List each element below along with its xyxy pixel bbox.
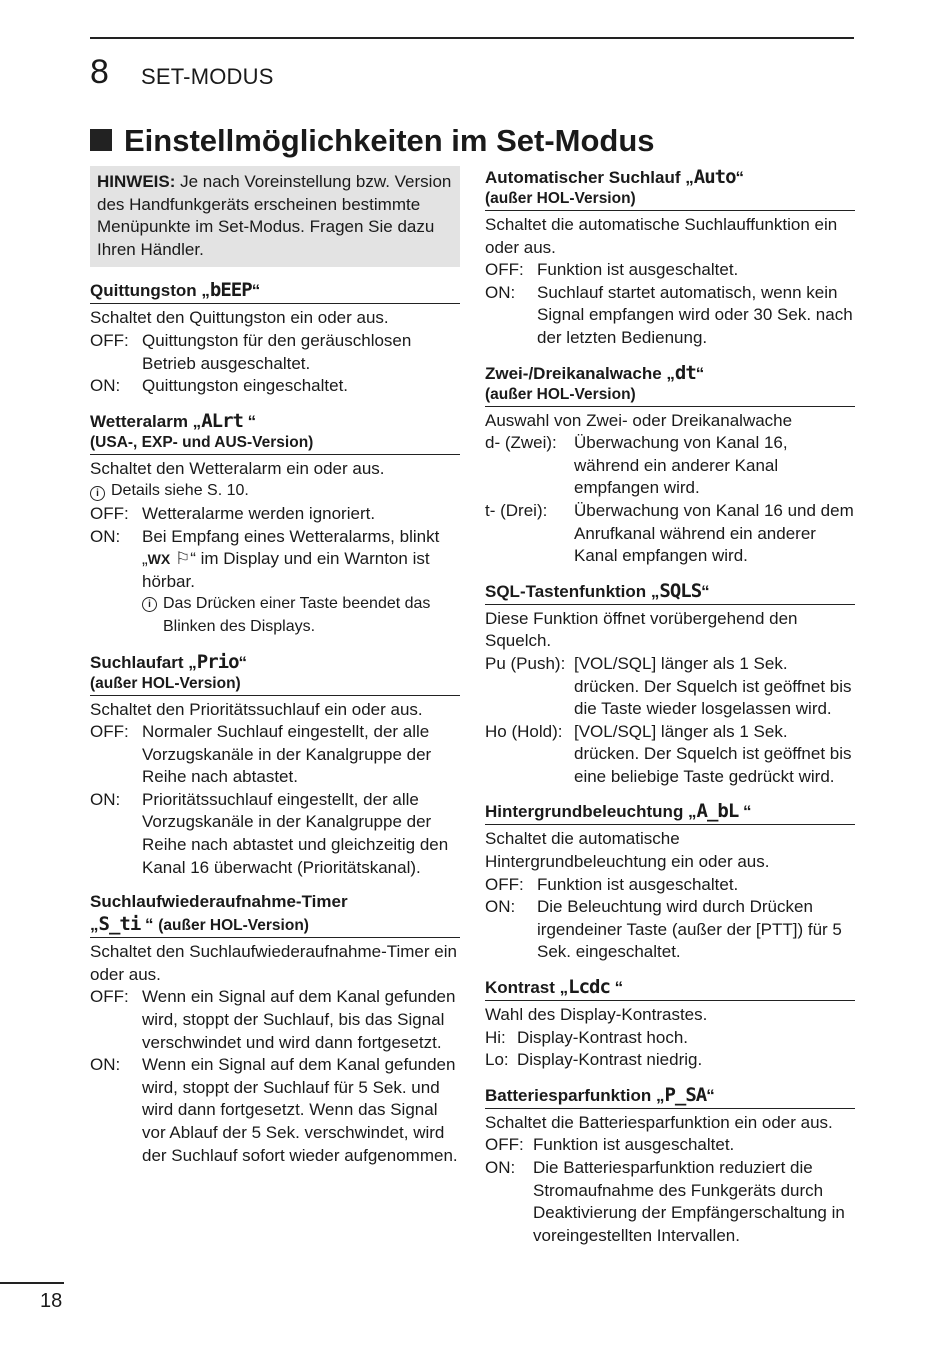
option-row: ON: Die Batteriesparfunktion reduziert die Stromaufnahme des Funkgeräts durch Deaktivierung der Empfängerschaltung in voreingestellten Intervallen. bbox=[485, 1158, 845, 1245]
section-abl bbox=[485, 800, 855, 964]
info-icon: i bbox=[90, 486, 105, 501]
weather-alarm-icon: ⚐ bbox=[174, 549, 191, 569]
option-row: OFF: Funktion ist ausgeschaltet. bbox=[485, 874, 739, 894]
lcd-text: dt bbox=[674, 361, 696, 384]
page-number: 18 bbox=[40, 1290, 63, 1312]
section-title: SQL-Tastenfunktion „SQLS“ bbox=[485, 580, 855, 605]
header-rule bbox=[90, 37, 854, 39]
option-row: ON: Bei Empfang eines Wetteralarms, blinkt „WX ⚐“ im Display und ein Warnton ist hörbar. i Das Drücken einer Taste beendet das Blinken des Displays. bbox=[90, 526, 460, 639]
section-lcdc bbox=[485, 976, 855, 1072]
option-row: ON: Prioritätssuchlauf eingestellt, der alle Vorzugskanäle in der Kanalgruppe der Reihe nach abtastet und gleichzeitig den Kanal 16 überwacht (Prioritätskanal). bbox=[90, 789, 449, 877]
lcd-text: A_bL bbox=[696, 800, 739, 823]
info-note: i Details siehe S. 10. bbox=[90, 480, 460, 503]
option-row: OFF: Wetteralarme werden ignoriert. bbox=[90, 503, 376, 523]
lcd-text: Auto bbox=[693, 166, 736, 188]
section-subtitle: (außer HOL-Version) bbox=[485, 385, 855, 407]
info-note: i Das Drücken einer Taste beendet das Blinken des Displays. bbox=[142, 593, 460, 638]
option-row: Hi: Display-Kontrast hoch. bbox=[485, 1027, 689, 1047]
option-row: OFF: Quittungston für den geräuschlosen Betrieb ausgeschaltet. bbox=[90, 330, 412, 373]
section-desc: Schaltet den Suchlaufwiederaufnahme-Timer ein oder aus. bbox=[90, 942, 457, 984]
section-title: Quittungston „bEEP“ bbox=[90, 279, 460, 304]
section-title: Zwei-/Dreikanalwache „dt“ bbox=[485, 361, 705, 384]
option-row: OFF: Funktion ist ausgeschaltet. bbox=[485, 260, 739, 280]
chapter-number: 8 bbox=[90, 53, 109, 91]
section-desc: Auswahl von Zwei- oder Dreikanalwache bbox=[485, 410, 793, 430]
chapter-title: SET-MODUS bbox=[141, 64, 274, 89]
section-title-line2: „S_ti “ (außer HOL-Version) bbox=[90, 913, 460, 938]
section-title: Suchlaufart „Prio“ bbox=[90, 650, 248, 673]
section-desc: Schaltet die Batteriesparfunktion ein oder aus. bbox=[485, 1112, 833, 1132]
section-desc: Schaltet die automatische Suchlauffunktion ein oder aus. bbox=[485, 215, 838, 257]
option-row: ON: Quittungston eingeschaltet. bbox=[90, 376, 349, 396]
option-row: Ho (Hold): [VOL/SQL] länger als 1 Sek. drücken. Der Squelch ist geöffnet bis eine beliebige Taste gedrückt wird. bbox=[485, 721, 852, 786]
section-prio bbox=[90, 651, 460, 880]
square-bullet-icon bbox=[90, 129, 112, 151]
section-title: Automatischer Suchlauf „Auto“ bbox=[485, 166, 745, 188]
section-subtitle: (USA-, EXP- und AUS-Version) bbox=[90, 433, 460, 455]
right-column bbox=[485, 166, 855, 1259]
section-auto bbox=[485, 166, 855, 350]
section-subtitle: (außer HOL-Version) bbox=[485, 189, 855, 211]
section-title: Hintergrundbeleuchtung „A_bL “ bbox=[485, 800, 855, 825]
lcd-text: Prio bbox=[196, 650, 239, 673]
option-row: t- (Drei): Überwachung von Kanal 16 und dem Anrufkanal während ein anderer Kanal empfangen wird. bbox=[485, 500, 854, 566]
wx-indicator: WX bbox=[147, 551, 171, 568]
section-sti bbox=[90, 891, 460, 1167]
option-row: OFF: Funktion ist ausgeschaltet. bbox=[485, 1135, 735, 1155]
option-row: ON: Wenn ein Signal auf dem Kanal gefunden wird, stoppt der Suchlauf für 5 Sek. und wird dann fortgesetzt. Wenn das Signal vor Ablauf der 5 Sek. verschwindet, wird der Suchlauf sofort wieder aufgenommen. bbox=[90, 1055, 458, 1165]
option-row: OFF: Normaler Suchlauf eingestellt, der alle Vorzugskanäle in der Kanalgruppe der Reihe nach abtastet. bbox=[90, 722, 432, 787]
lcd-text: bEEP bbox=[209, 279, 252, 302]
section-alrt bbox=[90, 410, 460, 639]
note-box bbox=[90, 166, 460, 267]
note-text: Je nach Voreinstellung bzw. Version des Handfunkgeräts erscheinen bestimmte Menüpunkte im Set-Modus. Fragen Sie dazu Ihren Händler. bbox=[97, 172, 452, 259]
section-psa bbox=[485, 1084, 855, 1248]
option-row: ON: Die Beleuchtung wird durch Drücken irgendeiner Taste (außer der [PTT]) für 5 Sek. eingeschaltet. bbox=[485, 897, 842, 962]
section-desc: Schaltet den Wetteralarm ein oder aus. bbox=[90, 458, 385, 478]
left-column bbox=[90, 166, 460, 1179]
lcd-text: SQLS bbox=[659, 579, 702, 602]
section-desc: Schaltet den Quittungston ein oder aus. bbox=[90, 308, 389, 328]
option-row: ON: Suchlauf startet automatisch, wenn kein Signal empfangen wird oder 30 Sek. nach der letzten Bedienung. bbox=[485, 282, 853, 347]
section-desc: Schaltet den Prioritätssuchlauf ein oder aus. bbox=[90, 699, 423, 719]
section-title: Wetteralarm „ALrt “ bbox=[90, 409, 257, 432]
lcd-text: P_SA bbox=[664, 1083, 707, 1106]
option-row: Lo: Display-Kontrast niedrig. bbox=[485, 1050, 703, 1070]
section-title: Kontrast „Lcdc “ bbox=[485, 976, 855, 1001]
option-row: Pu (Push): [VOL/SQL] länger als 1 Sek. drücken. Der Squelch ist geöffnet bis die Taste wieder losgelassen wird. bbox=[485, 653, 852, 719]
section-title: Batteriesparfunktion „P_SA“ bbox=[485, 1084, 855, 1109]
section-desc: Wahl des Display-Kontrastes. bbox=[485, 1005, 708, 1025]
section-beep bbox=[90, 279, 460, 397]
section-desc: Schaltet die automatische Hintergrundbeleuchtung ein oder aus. bbox=[485, 829, 770, 872]
section-title: Suchlaufwiederaufnahme-Timer bbox=[90, 892, 348, 912]
footer-rule bbox=[0, 1282, 64, 1284]
option-row: OFF: Wenn ein Signal auf dem Kanal gefunden wird, stoppt der Suchlauf, bis das Signal verschwindet und wird dann fortgesetzt. bbox=[90, 987, 456, 1052]
section-sqls bbox=[485, 580, 855, 789]
lcd-text: S_ti bbox=[98, 913, 141, 936]
info-icon: i bbox=[142, 597, 157, 612]
note-label: HINWEIS: bbox=[97, 172, 176, 191]
lcd-text: Lcdc bbox=[568, 976, 610, 999]
option-row: d- (Zwei): Überwachung von Kanal 16, während ein anderer Kanal empfangen wird. bbox=[485, 433, 788, 498]
lcd-text: ALrt bbox=[201, 409, 243, 432]
section-subtitle: (außer HOL-Version) bbox=[90, 674, 460, 696]
section-desc: Diese Funktion öffnet vorübergehend den Squelch. bbox=[485, 608, 798, 651]
section-dt bbox=[485, 362, 855, 568]
page-title: Einstellmöglichkeiten im Set-Modus bbox=[90, 122, 655, 160]
